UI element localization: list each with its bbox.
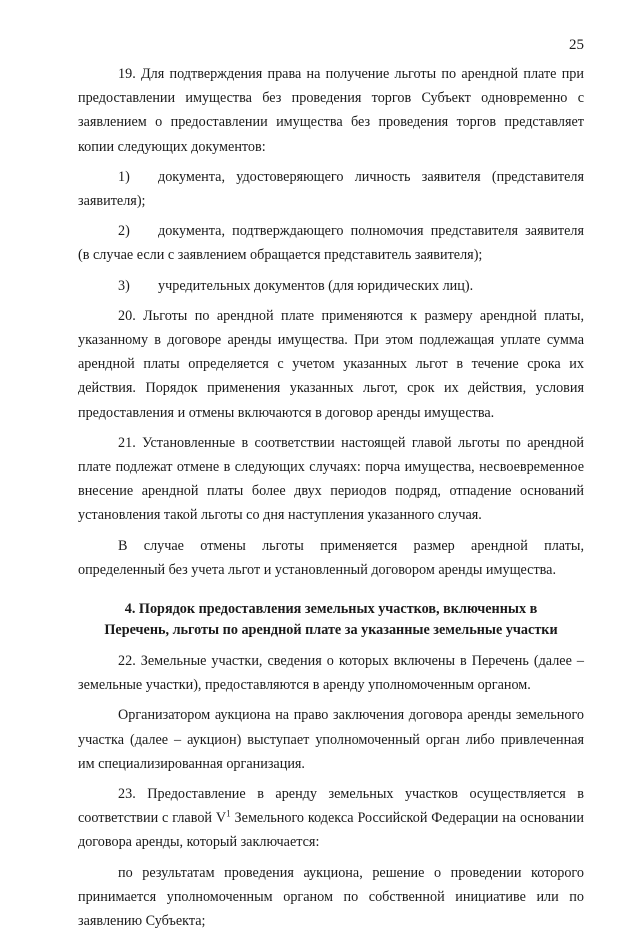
section-heading-4	[78, 599, 584, 641]
section-heading-line-1: 4. Порядок предоставления земельных участков, включенных в	[124, 601, 538, 618]
paragraph-21-continuation: В случае отмены льготы применяется размер арендной платы, определенный без учета льгот и установленный договором аренды имущества.	[78, 537, 584, 578]
list-item-text: учредительных документов (для юридических лиц).	[158, 277, 474, 294]
paragraph-23-start: 23. Предоставление в аренду земельных участков осуществляется в соответствии с главой V	[78, 786, 584, 827]
section-heading-line-2: Перечень, льготы по арендной плате за указанные земельные участки	[104, 622, 558, 639]
page-number: 25	[569, 37, 584, 53]
paragraph-23-end: Земельного кодекса Российской Федерации на основании договора аренды, который заключается:	[78, 810, 584, 851]
paragraph-23-continuation: по результатам проведения аукциона, решение о проведении которого принимается уполномоченным органом по собственной инициативе или по заявлению Субъекта;	[78, 864, 584, 930]
list-item-1	[78, 165, 584, 213]
document-body	[78, 62, 584, 933]
paragraph-22-continuation: Организатором аукциона на право заключения договора аренды земельного участка (далее – аукцион) выступает уполномоченный орган либо привлеченная им специализированная организация.	[78, 707, 584, 772]
paragraph-20: 20. Льготы по арендной плате применяются к размеру арендной платы, указанному в договоре аренды имущества. При этом подлежащая уплате сумма арендной платы определяется с учетом указанных льгот в течение срока их действия. Порядок применения указанных льгот, срок их действия, условия предоставления и отмены включаются в договор аренды имущества.	[78, 307, 584, 421]
list-item-number: 2)	[118, 223, 130, 240]
paragraph-19: 19. Для подтверждения права на получение льготы по арендной плате при предоставлении имущества без проведения торгов Субъект одновременно с заявлением о предоставлении имущества без проведения торгов представляет копии следующих документов:	[78, 66, 584, 155]
list-item-number: 1)	[118, 168, 130, 185]
chapter-superscript: 1	[226, 808, 231, 819]
paragraph-23	[78, 782, 584, 855]
list-item-number: 3)	[118, 277, 130, 294]
list-item-3	[78, 274, 584, 298]
list-item-text: документа, удостоверяющего личность заявителя (представителя заявителя);	[78, 168, 584, 210]
paragraph-21: 21. Установленные в соответствии настоящей главой льготы по арендной плате подлежат отмене в следующих случаях: порча имущества, несвоевременное внесение арендной платы более двух периодов подряд, отпадение оснований установления такой льготы со дня наступления указанного случая.	[78, 434, 584, 524]
list-item-2	[78, 219, 584, 267]
paragraph-22: 22. Земельные участки, сведения о которых включены в Перечень (далее – земельные участки), предоставляются в аренду уполномоченным органом.	[78, 653, 584, 694]
list-item-text: документа, подтверждающего полномочия представителя заявителя (в случае если с заявлением обращается представитель заявителя);	[78, 223, 584, 264]
